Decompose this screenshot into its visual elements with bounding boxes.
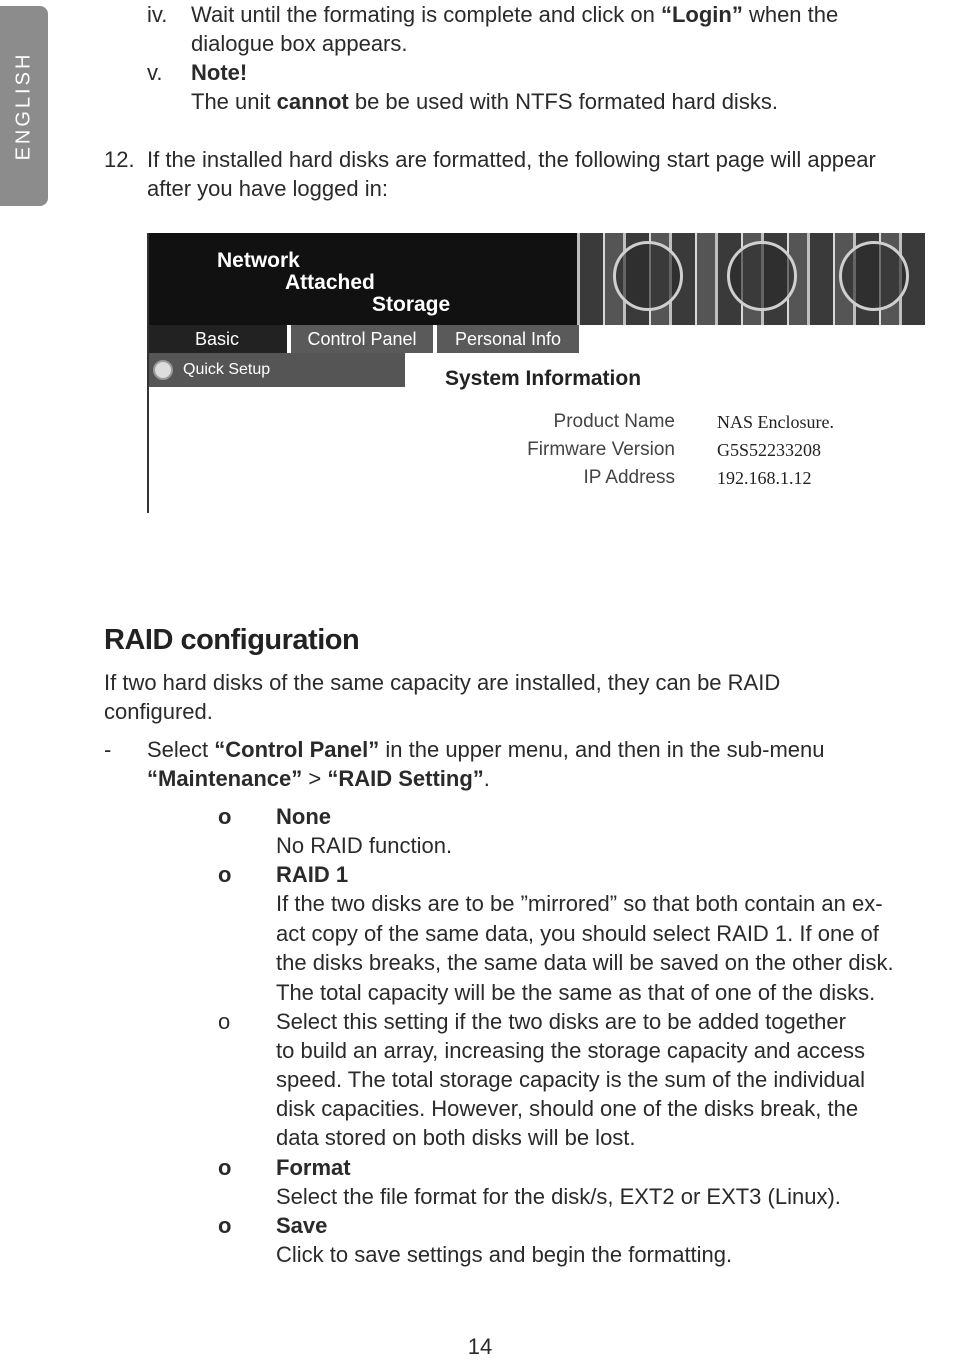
option-raid1-desc: the disks breaks, the same data will be saved on the other disk.: [276, 950, 894, 975]
option-raid0-desc: data stored on both disks will be lost.: [276, 1125, 636, 1150]
nas-tab-bar: [147, 325, 925, 353]
gear-graphic-icon: [727, 241, 797, 311]
system-information-title: System Information: [445, 367, 642, 390]
option-none-title: None: [276, 804, 331, 829]
option-raid1-title: RAID 1: [276, 862, 349, 887]
quick-setup-label: Quick Setup: [183, 361, 271, 378]
instruction-text: Select “Control Panel” in the upper menu, and then in the sub-menu: [147, 737, 825, 762]
nas-start-page-screenshot: [147, 233, 925, 513]
language-label: ENGLISH: [12, 51, 35, 161]
tab-basic[interactable]: Basic: [147, 325, 287, 353]
brand-storage: Storage: [372, 293, 451, 316]
page-number: 14: [467, 1334, 493, 1359]
product-name-value: NAS Enclosure.: [717, 412, 834, 432]
bullet-raid1: o: [218, 862, 232, 887]
raid-configuration-heading: RAID configuration: [104, 624, 360, 656]
option-raid0-desc: speed. The total storage capacity is the sum of the individual: [276, 1067, 866, 1092]
tab-control-panel[interactable]: Control Panel: [291, 325, 433, 353]
quick-setup-menu-item[interactable]: [147, 353, 405, 387]
option-none-desc: No RAID function.: [276, 833, 453, 858]
ip-address-value: 192.168.1.12: [717, 468, 812, 488]
option-format-title: Format: [276, 1155, 351, 1180]
step-v-text: The unit cannot be be used with NTFS formated hard disks.: [191, 89, 778, 114]
instruction-text-cont: “Maintenance” > “RAID Setting”.: [147, 766, 490, 791]
raid-intro-text-cont: configured.: [104, 699, 213, 724]
option-raid0-desc: to build an array, increasing the storage capacity and access: [276, 1038, 866, 1063]
bullet-raid0: o: [218, 1009, 231, 1034]
raid-intro-text: If two hard disks of the same capacity are installed, they can be RAID: [104, 670, 781, 695]
instruction-dash: -: [104, 737, 112, 762]
banner-graphic: [577, 233, 925, 325]
option-save-desc: Click to save settings and begin the formatting.: [276, 1242, 733, 1267]
option-raid1-desc: If the two disks are to be ”mirrored” so that both contain an ex-: [276, 891, 883, 916]
language-side-tab: [0, 6, 48, 206]
step-v-number: v.: [147, 60, 163, 85]
step-iv-text-cont: dialogue box appears.: [191, 31, 408, 56]
bullet-save: o: [218, 1213, 232, 1238]
step-v-note: Note!: [191, 60, 248, 85]
bullet-format: o: [218, 1155, 232, 1180]
gear-graphic-icon: [613, 241, 683, 311]
brand-network: Network: [217, 249, 300, 272]
step-12-text: If the installed hard disks are formatted, the following start page will appear: [147, 147, 876, 172]
tab-personal-info[interactable]: Personal Info: [437, 325, 579, 353]
ip-address-label: IP Address: [583, 467, 675, 488]
screenshot-left-edge: [147, 233, 149, 513]
option-raid1-desc: act copy of the same data, you should select RAID 1. If one of: [276, 921, 879, 946]
option-format-desc: Select the file format for the disk/s, EXT2 or EXT3 (Linux).: [276, 1184, 841, 1209]
firmware-version-label: Firmware Version: [527, 439, 675, 460]
bullet-none: o: [218, 804, 232, 829]
nas-banner: [147, 233, 577, 325]
option-save-title: Save: [276, 1213, 328, 1238]
brand-attached: Attached: [285, 271, 375, 294]
quick-setup-icon: [153, 360, 173, 380]
step-iv-number: iv.: [147, 2, 168, 27]
option-raid0-desc: Select this setting if the two disks are to be added together: [276, 1009, 846, 1034]
option-raid0-desc: disk capacities. However, should one of the disks break, the: [276, 1096, 859, 1121]
option-raid1-desc: The total capacity will be the same as that of one of the disks.: [276, 980, 876, 1005]
step-iv-text: Wait until the formating is complete and click on “Login” when the: [191, 2, 839, 27]
product-name-label: Product Name: [553, 411, 675, 432]
gear-graphic-icon: [839, 241, 909, 311]
firmware-version-value: G5S52233208: [717, 440, 822, 460]
step-12-text-cont: after you have logged in:: [147, 176, 388, 201]
step-12-number: 12.: [104, 147, 135, 172]
